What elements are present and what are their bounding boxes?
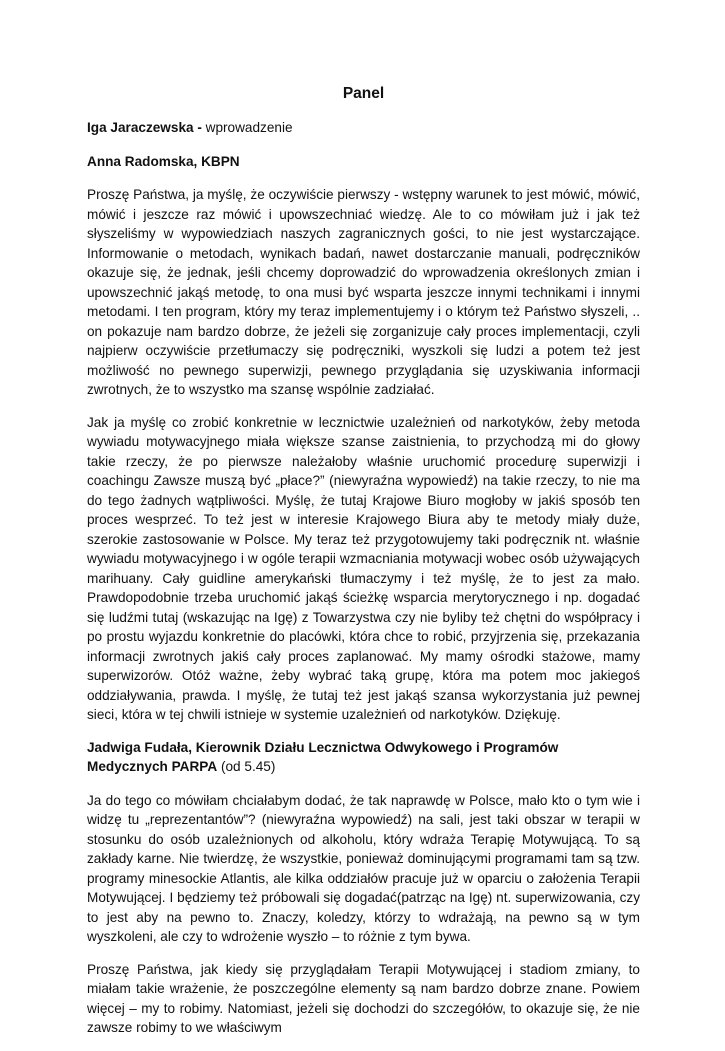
intro-speaker-name: Iga Jaraczewska -	[87, 120, 202, 135]
intro-heading	[87, 118, 640, 138]
speaker1-name: Anna Radomska, KBPN	[87, 153, 240, 169]
paragraph: Proszę Państwa, ja myślę, że oczywiście pierwszy - wstępny warunek to jest mówić, mówić, mówić i jeszcze raz mówić i upowszechniać wiedzę. Ale to co mówiłam już i jak też słyszeliśmy w wypowiedziach naszych zagranicznych gości, to nie jest wystarczające. Informowanie o metodach, wynikach badań, nawet dostarczanie manuali, podręczników okazuje się, że jednak, jeśli chcemy doprowadzić do wprowadzenia określonych zmian i upowszechnić jakąś metodę, to ona musi być wsparta jeszcze innymi technikami i innymi metodami. I ten program, który my teraz implementujemy i o którym też Państwo słyszeli, .. on pokazuje nam bardzo dobrze, że jeżeli się zorganizuje cały proces implementacji, czyli najpierw oczywiście przetłumaczy się podręczniki, wyszkoli się ludzi a potem też jest możliwość no pewnego superwizji, pewnego przyglądania się uzyskiwania informacji zwrotnych, że to wszystko ma szansę wspólnie zadziałać.	[87, 187, 640, 397]
document-page	[87, 84, 640, 1051]
paragraph: Ja do tego co mówiłam chciałabym dodać, że tak naprawdę w Polsce, mało kto o tym wie i widzę tu „reprezentantów”? (niewyraźna wypowiedź) na sali, jest taki obszar w terapii w stosunku do osób uzależnionych od alkoholu, który wdraża Terapię Motywującą. To są zakłady karne. Nie twierdzę, że wszystkie, ponieważ dominującymi programami tam są tzw. programy minesockie Atlantis, ale kilka oddziałów pracuje już w oparciu o założenia Terapii Motywującej. I będziemy też próbowali się dogadać(patrząc na Igę) nt. superwizowania, czy to jest aby na pewno to. Znaczy, koledzy, którzy to wdrażają, na pewno są w tym wyszkoleni, ale czy to wdrożenie wyszło – to różnie z tym bywa.	[87, 792, 640, 944]
intro-speaker-role: wprowadzenie	[201, 120, 293, 135]
speaker2-heading	[87, 738, 640, 777]
speaker1-heading	[87, 152, 640, 172]
paragraph: Proszę Państwa, jak kiedy się przyglądałam Terapii Motywującej i stadiom zmiany, to miałam takie wrażenie, że poszczególne elementy są nam bardzo dobrze znane. Powiem więcej – my to robimy. Natomiast, jeżeli się dochodzi do szczegółów, to okazuje się, że nie zawsze robimy to we właściwym	[87, 961, 640, 1035]
page-title: Panel	[342, 85, 385, 102]
speaker2-note: (od 5.45)	[217, 759, 276, 774]
speaker2-name: Jadwiga Fudała, Kierownik Działu Lecznictwa Odwykowego i Programów Medycznych PARPA	[87, 739, 559, 774]
paragraph: Jak ja myślę co zrobić konkretnie w lecznictwie uzależnień od narkotyków, żeby metoda wywiadu motywacyjnego miała większe szanse zaistnienia, to przychodzą mi do głowy takie rzeczy, że po pierwsze należałoby właśnie uruchomić procedurę superwizji i coachingu Zawsze muszą być „płace?” (niewyraźna wypowiedź) na takie rzeczy, to nie ma do tego żadnych wątpliwości. Myślę, że tutaj Krajowe Biuro mogłoby w jakiś sposób ten proces wesprzeć. To też jest w interesie Krajowego Biura aby te metody miały duże, szerokie zastosowanie w Polsce. My teraz też przygotowujemy taki podręcznik nt. właśnie wywiadu motywacyjnego i w ogóle terapii wzmacniania motywacji wobec osób używających marihuany. Cały guidline amerykański tłumaczymy i też myślę, że to jest za mało. Prawdopodobnie trzeba uruchomić jakąś ścieżkę wsparcia merytorycznego i np. dogadać się ludźmi tutaj (wskazując na Igę) z Towarzystwa czy nie byliby też chętni do współpracy i po prostu wyjazdu konkretnie do placówki, która chce to robić, przyjrzenia się, przekazania informacji zwrotnych jakiś cały proces zaplanować. My mamy ośrodki stażowe, mamy superwizorów. Otóż ważne, żeby wybrać taką grupę, która ma potem moc jakiegoś oddziaływania, prawda. I myślę, że tutaj też jest jakąś szansa wykorzystania już pewnej sieci, która w tej chwili istnieje w systemie uzależnień od narkotyków. Dziękuję.	[87, 414, 640, 722]
